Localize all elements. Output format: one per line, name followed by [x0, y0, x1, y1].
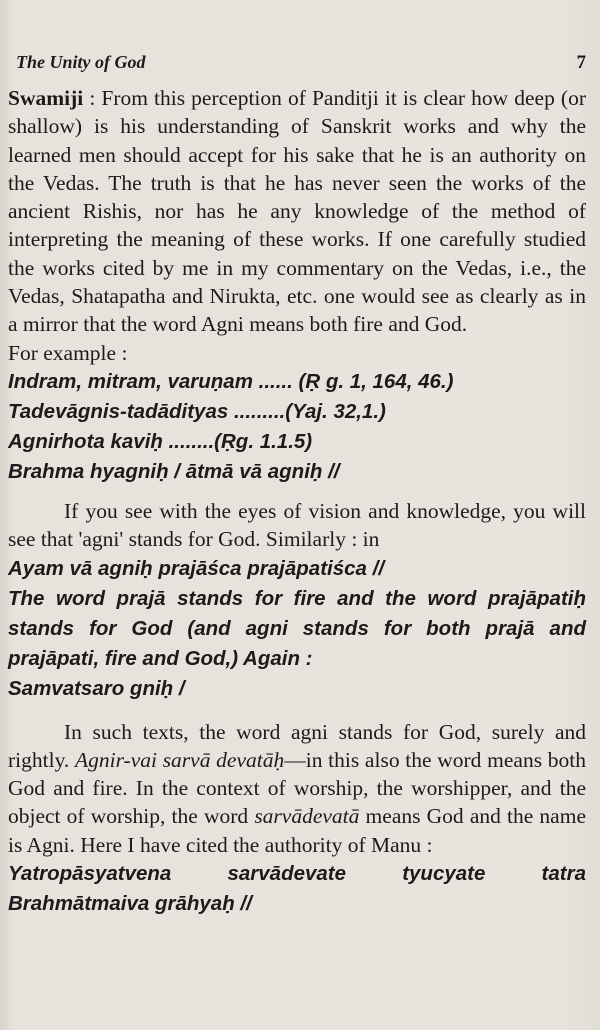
verse-line: Brahma hyagniḥ / ātmā vā agniḥ // [8, 459, 340, 483]
paragraph-swamiji [8, 84, 586, 339]
verse-list [8, 367, 586, 487]
paragraph-vision: If you see with the eyes of vision and knowledge, you will see that 'agni' stands for God. Similarly : in [8, 498, 586, 552]
verse-samvatsaro: Samvatsaro gniḥ / [8, 676, 185, 700]
italic-word: sarvādevatā [254, 804, 360, 829]
for-example-line: For example : [8, 340, 128, 365]
verse-explanation: The word prajā stands for fire and the word prajāpatiḥ stands for God (and agni stands for both prajā and prajāpati, fire and God,) Again : [8, 586, 586, 670]
page-number: 7 [576, 52, 586, 73]
verse-line: Agnirhota kaviḥ ........(Ṛg. 1.1.5) [8, 429, 313, 453]
paragraph-agni [8, 718, 586, 859]
running-title: The Unity of God [16, 52, 146, 72]
verse-brahmatmaiva: Brahmātmaiva grāhyaḥ // [8, 892, 252, 916]
paragraph-text: means God and the name is Agni. Here I have cited the authority of Manu : [8, 804, 586, 857]
page-header [16, 52, 586, 80]
paragraph-text: —in this also the word means both God and fire. In the context of worship, the worshipper, and the object of worship, the word [8, 747, 586, 829]
page-body [8, 84, 586, 919]
speaker-name: Swamiji [8, 86, 84, 110]
verse-ayam: Ayam vā agniḥ prajāśca prajāpatiśca // [8, 556, 385, 580]
verse-yatropasyatvena: Yatropāsyatvena sarvādevate tyucyate tatra [8, 862, 586, 886]
paragraph-text: In such texts, the word agni stands for God, surely and rightly. [8, 719, 586, 772]
paragraph-text: : From this perception of Panditji it is clear how deep (or shallow) is his understanding of Sanskrit works and why the learned men should accept for his sake that he is an authority on the Vedas. The truth is that he has never seen the works of the ancient Rishis, nor has he any knowledge of the method of interpreting the meaning of these works. If one carefully studied the works cited by me in my commentary on the Vedas, i.e., the Vedas, Shatapatha and Nirukta, etc. one would see as clearly as in a mirror that the word Agni means both fire and God. [8, 86, 586, 337]
verse-line: Tadevāgnis-tadādityas .........(Yaj. 32,1.) [8, 399, 386, 423]
italic-phrase: Agnir-vai sarvā devatāḥ [75, 747, 285, 772]
verse-line: Indram, mitram, varuṇam ...... (Ṛ g. 1, 164, 46.) [8, 369, 454, 393]
